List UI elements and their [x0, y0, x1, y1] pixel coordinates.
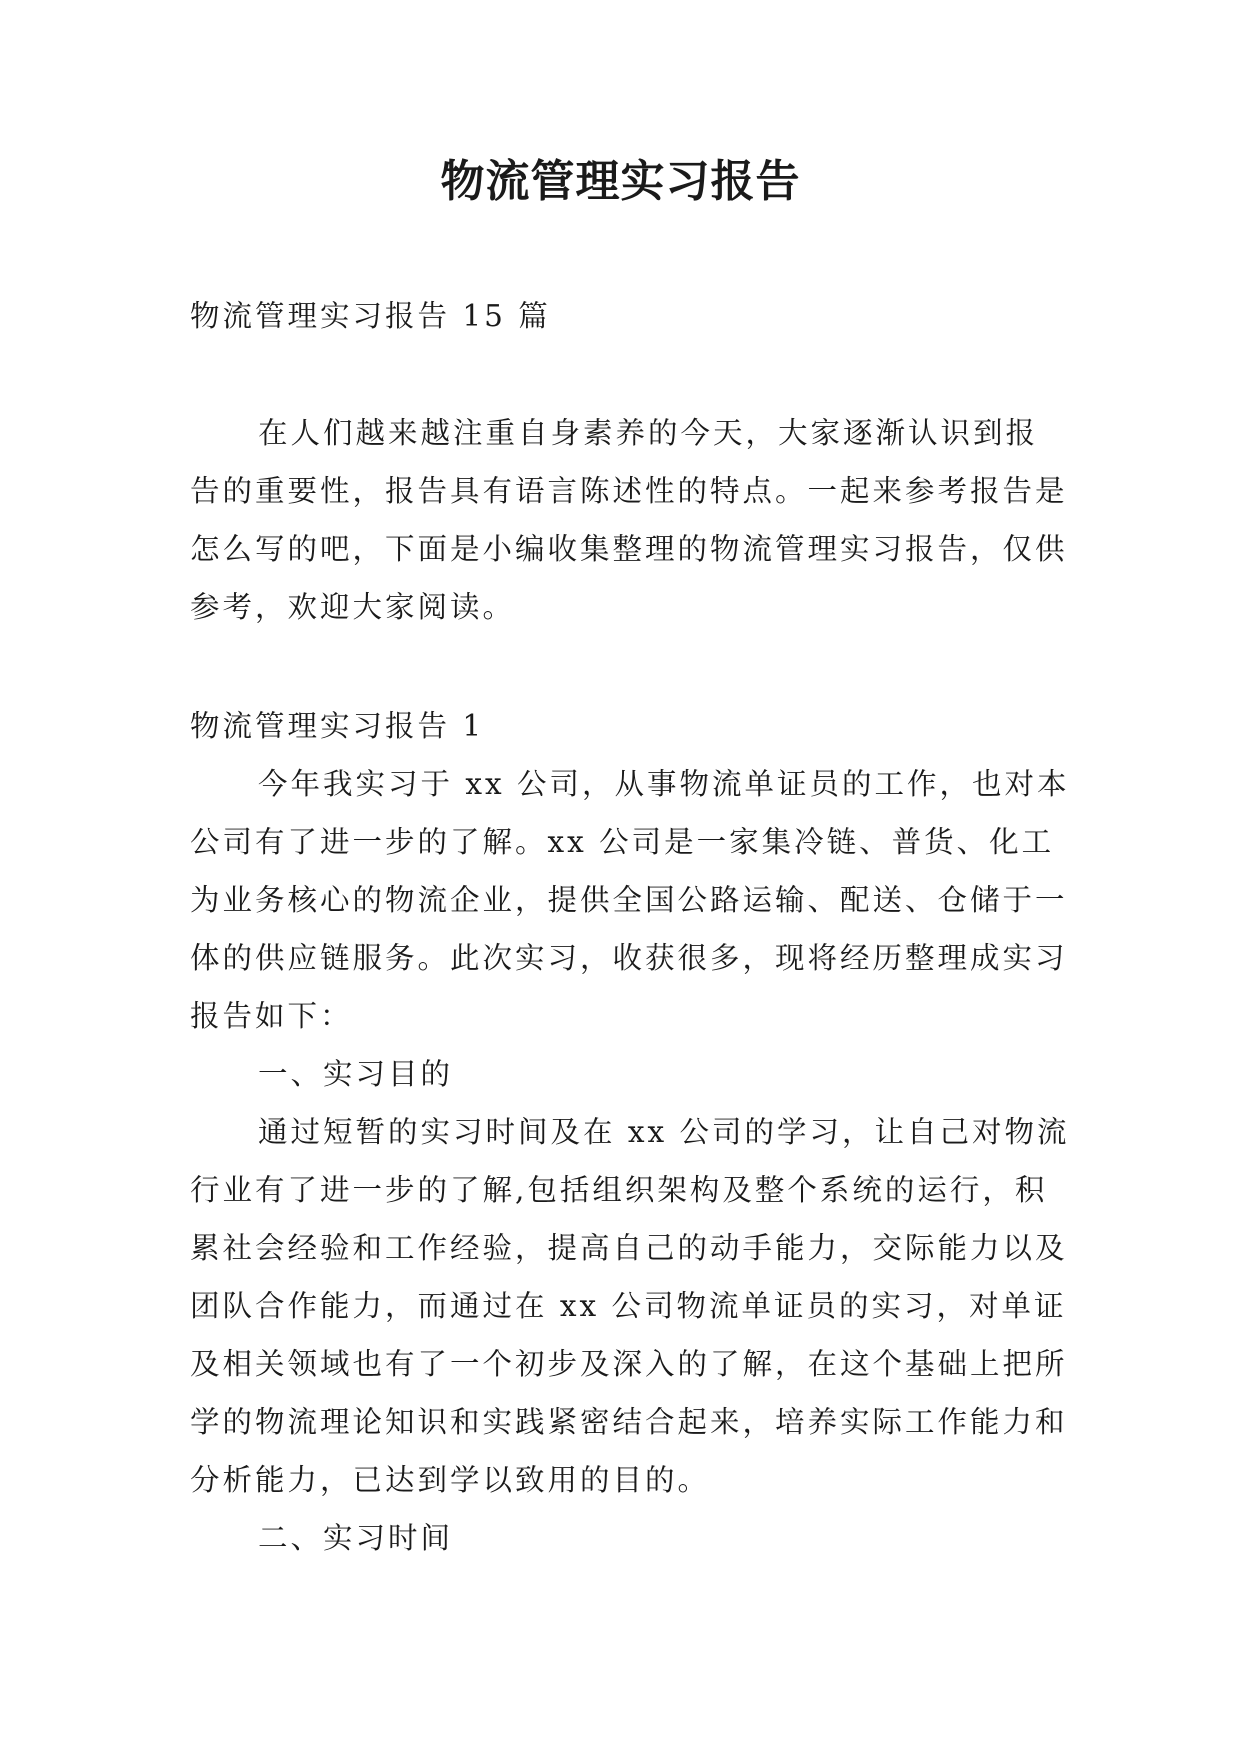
subheading-time: 二、实习时间 [258, 1521, 454, 1555]
section-heading: 物流管理实习报告 1 [190, 709, 485, 743]
report-section-1 [190, 697, 1070, 1567]
document-title: 物流管理实习报告 [440, 156, 801, 207]
intro-paragraph: 在人们越来越注重自身素养的今天，大家逐渐认识到报告的重要性，报告具有语言陈述性的特点。一起来参考报告是怎么写的吧，下面是小编收集整理的物流管理实习报告，仅供参考，欢迎大家阅读。 [190, 416, 1068, 624]
subheading-purpose: 一、实习目的 [258, 1057, 454, 1091]
section-paragraph-company: 今年我实习于 xx 公司，从事物流单证员的工作，也对本公司有了进一步的了解。xx 公司是一家集冷链、普货、化工为业务核心的物流企业，提供全国公路运输、配送、仓储于一体的供应链服务。此次实习，收获很多，现将经历整理成实习报告如下： [190, 767, 1070, 1033]
section-paragraph-purpose: 通过短暂的实习时间及在 xx 公司的学习，让自己对物流行业有了进一步的了解,包括组织架构及整个系统的运行，积累社会经验和工作经验，提高自己的动手能力，交际能力以及团队合作能力，而通过在 xx 公司物流单证员的实习，对单证及相关领域也有了一个初步及深入的了解，在这个基础上把所学的物流理论知识和实践紧密结合起来，培养实际工作能力和分析能力，已达到学以致用的目的。 [190, 1115, 1070, 1497]
document-subtitle: 物流管理实习报告 15 篇 [190, 299, 551, 333]
